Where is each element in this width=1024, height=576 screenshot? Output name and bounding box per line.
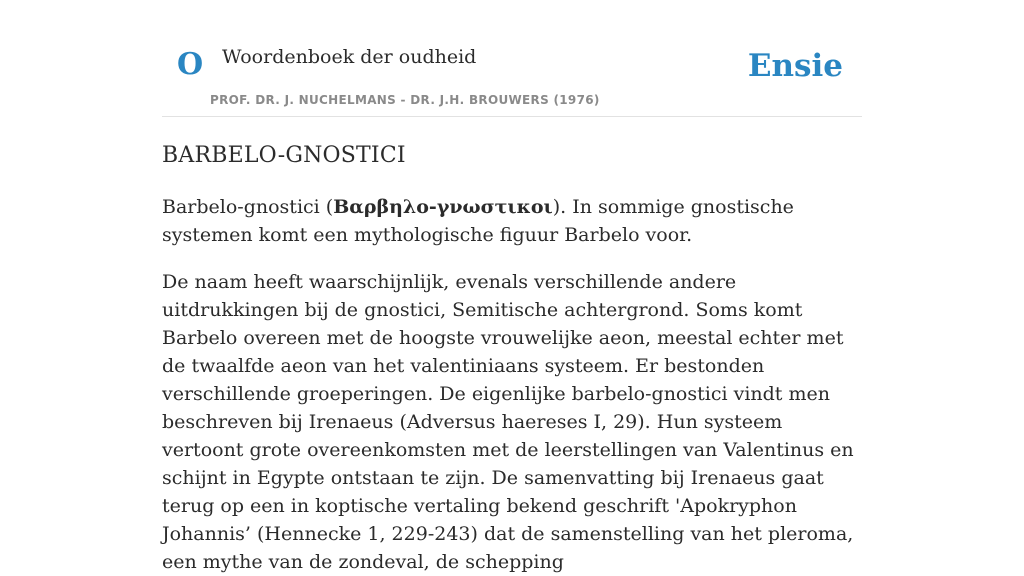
- paragraph-1-text-after: ). In sommige gnostische systemen komt een mythologische figuur Barbelo voor.: [162, 196, 794, 247]
- greek-term: Βαρβηλο-γνωστικοι: [333, 196, 553, 219]
- dictionary-header: [162, 0, 862, 117]
- paragraph-1-text-before: Barbelo-gnostici (: [162, 196, 334, 219]
- ensie-logo-link[interactable]: Ensie: [747, 48, 843, 84]
- entry-paragraph-2: De naam heeft waarschijnlijk, evenals verschillende andere uitdrukkingen bij de gnostici, Semitische achtergrond. Soms komt Barbelo overeen met de hoogste vrouwelijke aeon, meestal echter met de twaalfde aeon van het valentiniaans systeem. Er bestonden verschillende groeperingen. De eigenlijke barbelo-gnostici vindt men beschreven bij Irenaeus (Adversus haereses I, 29). Hun systeem vertoont grote overeenkomsten met de leerstellingen van Valentinus en schijnt in Egypte ontstaan te zijn. De samenvatting bij Irenaeus gaat terug op een in koptische vertaling bekend geschrift 'Apokryphon Johannis’ (Hennecke 1, 229-243) dat de samenstelling van het pleroma, een mythe van de zondeval, de schepping: [162, 271, 854, 574]
- entry-paragraph-1: [162, 193, 862, 249]
- dictionary-title[interactable]: Woordenboek der oudheid: [222, 46, 477, 68]
- dictionary-authors: PROF. DR. J. NUCHELMANS - DR. J.H. BROUWERS (1976): [210, 93, 600, 107]
- entry-title: BARBELO-GNOSTICI: [162, 143, 406, 168]
- index-letter[interactable]: O: [177, 47, 204, 82]
- article-page: [162, 0, 862, 576]
